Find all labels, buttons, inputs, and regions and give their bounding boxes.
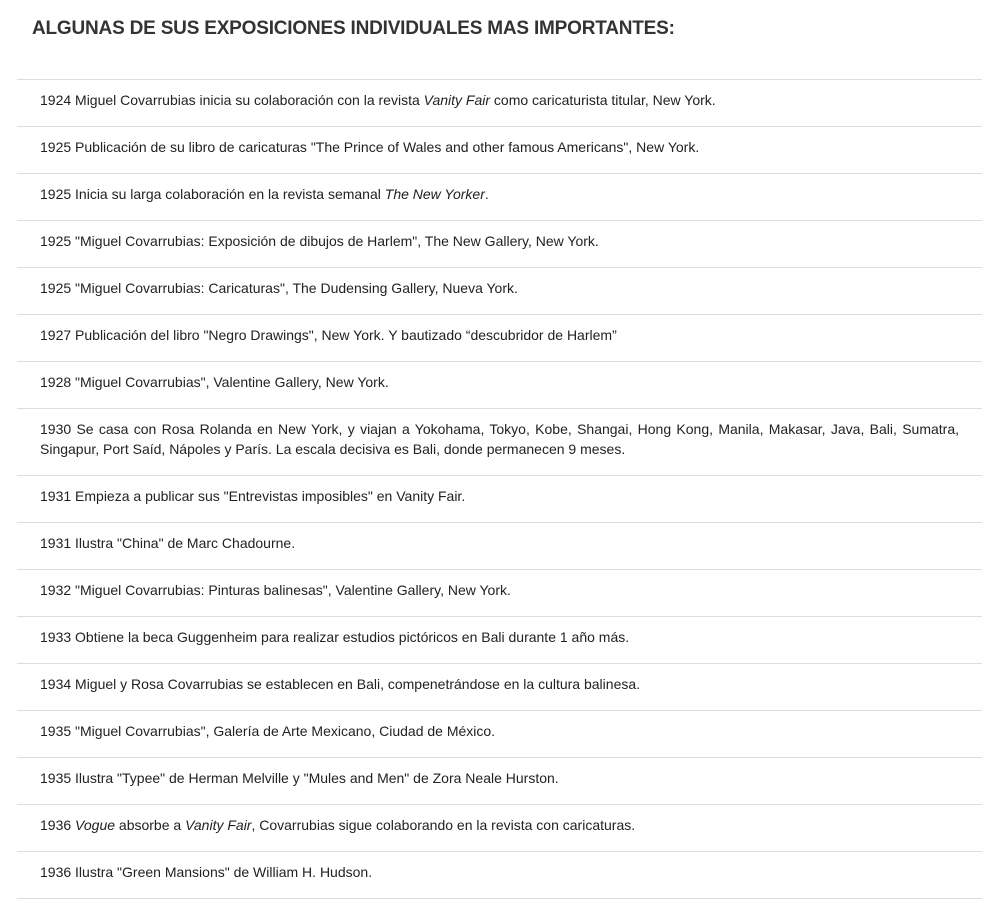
item-italic-text: Vanity Fair bbox=[423, 92, 491, 108]
list-item bbox=[17, 362, 982, 409]
item-text: 1925 Publicación de su libro de caricaturas "The Prince of Wales and other famous Americans", New York. bbox=[40, 139, 700, 155]
item-text-mid: absorbe a bbox=[115, 817, 186, 833]
list-item bbox=[17, 476, 982, 523]
list-item bbox=[17, 315, 982, 362]
list-item bbox=[17, 221, 982, 268]
item-text: 1925 "Miguel Covarrubias: Caricaturas", The Dudensing Gallery, Nueva York. bbox=[40, 280, 518, 296]
item-text-end: como caricaturista titular, New York. bbox=[490, 92, 716, 108]
item-text: 1931 Ilustra "China" de Marc Chadourne. bbox=[40, 535, 296, 551]
list-item bbox=[17, 758, 982, 805]
list-item bbox=[17, 268, 982, 315]
item-text-end: . bbox=[484, 186, 489, 202]
list-item bbox=[17, 852, 982, 899]
list-item bbox=[17, 664, 982, 711]
item-text: 1936 Ilustra "Green Mansions" de William H. Hudson. bbox=[40, 864, 373, 880]
list-item bbox=[17, 570, 982, 617]
list-item bbox=[17, 80, 982, 127]
item-text: 1935 Ilustra "Typee" de Herman Melville y "Mules and Men" de Zora Neale Hurston. bbox=[40, 770, 559, 786]
list-item bbox=[17, 127, 982, 174]
list-item bbox=[17, 617, 982, 664]
item-text: 1933 Obtiene la beca Guggenheim para realizar estudios pictóricos en Bali durante 1 año más. bbox=[40, 629, 630, 645]
item-text: 1924 Miguel Covarrubias inicia su colaboración con la revista bbox=[40, 92, 424, 108]
item-text-end: , Covarrubias sigue colaborando en la revista con caricaturas. bbox=[251, 817, 636, 833]
item-text: 1925 "Miguel Covarrubias: Exposición de dibujos de Harlem", The New Gallery, New York. bbox=[40, 233, 599, 249]
exhibition-list bbox=[17, 79, 982, 899]
list-item bbox=[17, 523, 982, 570]
item-text: 1935 "Miguel Covarrubias", Galería de Arte Mexicano, Ciudad de México. bbox=[40, 723, 496, 739]
item-text: 1927 Publicación del libro "Negro Drawings", New York. Y bautizado “descubridor de Harlem” bbox=[40, 327, 617, 343]
item-text: 1928 "Miguel Covarrubias", Valentine Gallery, New York. bbox=[40, 374, 389, 390]
list-item bbox=[17, 409, 982, 476]
item-text: 1934 Miguel y Rosa Covarrubias se establecen en Bali, compenetrándose en la cultura balinesa. bbox=[40, 676, 641, 692]
item-text: 1932 "Miguel Covarrubias: Pinturas balinesas", Valentine Gallery, New York. bbox=[40, 582, 511, 598]
item-italic-text: Vogue bbox=[75, 817, 116, 833]
list-item bbox=[17, 711, 982, 758]
page-title: ALGUNAS DE SUS EXPOSICIONES INDIVIDUALES MAS IMPORTANTES: bbox=[32, 18, 675, 39]
item-text: 1930 Se casa con Rosa Rolanda en New York, y viajan a Yokohama, Tokyo, Kobe, Shangai, Hong Kong, Manila, Makasar, Java, Bali, Sumatra, Singapur, Port Saíd, Nápoles y París. La escala decisiva es Bali, donde permanecen 9 meses. bbox=[40, 421, 959, 457]
item-text: 1931 Empieza a publicar sus "Entrevistas imposibles" en Vanity Fair. bbox=[40, 488, 466, 504]
item-text: 1936 bbox=[40, 817, 76, 833]
item-italic-text: The New Yorker bbox=[384, 186, 485, 202]
list-item bbox=[17, 174, 982, 221]
item-italic-text-2: Vanity Fair bbox=[185, 817, 252, 833]
list-item bbox=[17, 805, 982, 852]
item-text: 1925 Inicia su larga colaboración en la revista semanal bbox=[40, 186, 385, 202]
